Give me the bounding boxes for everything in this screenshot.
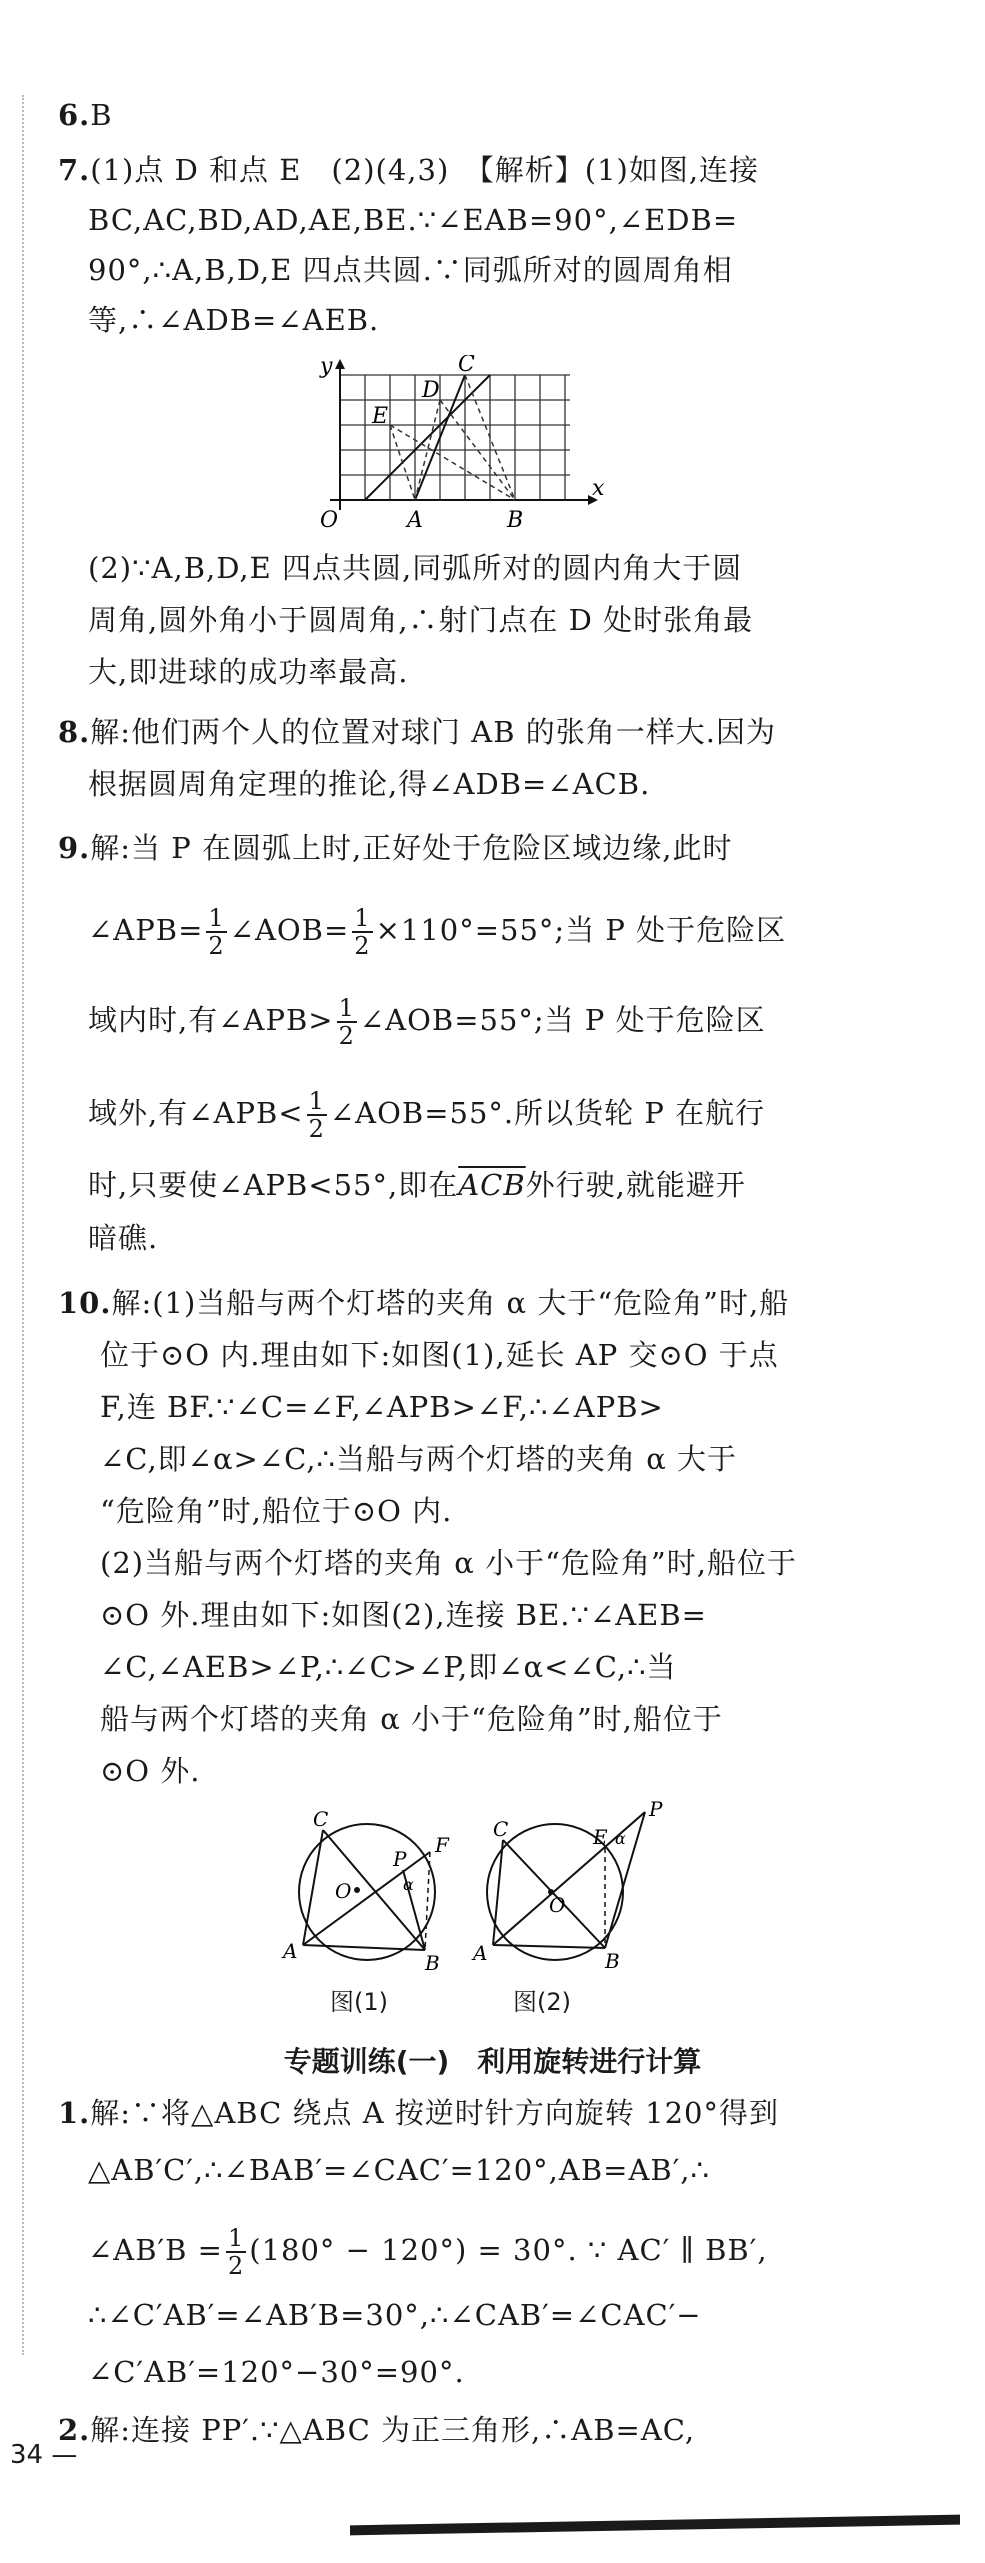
s1-fraction-half [226,2225,246,2279]
s1-line-1 [58,2093,779,2133]
q9-fraction-half-2 [352,905,372,959]
q6-number: 6. [58,98,91,132]
q10-text-1: 解:(1)当船与两个灯塔的夹角 α 大于“危险角”时,船 [111,1286,790,1320]
q9-text-3a: 域内时,有∠APB> [88,1003,334,1037]
q7-line-6: 周角,圆外角小于圆周角,∴射门点在 D 处时张角最 [88,603,754,637]
q9-text-2a: ∠APB= [88,913,204,947]
q9-fraction-half-4 [307,1088,327,1142]
q9-text-2b: ∠AOB= [229,913,350,947]
q9-text-3b: ∠AOB=55°;当 P 处于危险区 [359,1003,766,1037]
s2-number: 2. [58,2413,91,2447]
fraction-numerator: 1 [308,1087,325,1115]
s1-line-3 [88,2225,768,2279]
q7-line-7: 大,即进球的成功率最高. [88,655,409,689]
fig2-caption: 图(2) [513,1988,571,2016]
q7-line-1 [58,150,759,190]
q10-line-2: 位于⊙O 内.理由如下:如图(1),延长 AP 交⊙O 于点 [100,1338,779,1372]
q9-line-1 [58,828,732,868]
q7-line-5: (2)∵A,B,D,E 四点共圆,同弧所对的圆内角大于圆 [88,551,743,585]
q10-line-10: ⊙O 外. [100,1754,201,1788]
fraction-numerator: 1 [354,904,371,932]
q7-fig-y-label: y [320,355,333,379]
fig2-B-label: B [605,1949,620,1973]
margin-dotted-line [22,95,24,2355]
bottom-decorative-bar [350,2515,960,2536]
q10-figure-1 [275,1810,465,1980]
fig1-F-label: F [435,1833,449,1857]
s1-line-4: ∴∠C′AB′=∠AB′B=30°,∴∠CAB′=∠CAC′− [88,2298,702,2332]
q10-figure-2 [465,1800,675,1980]
q10-line-8: ∠C,∠AEB>∠P,∴∠C>∠P,即∠α<∠C,∴当 [100,1650,677,1684]
fig1-caption: 图(1) [330,1988,388,2016]
q9-fraction-half-3 [337,995,357,1049]
q7-fig-C-label: C [458,355,475,377]
q9-text-1: 解:当 P 在圆弧上时,正好处于危险区域边缘,此时 [90,831,733,865]
q9-line-6: 暗礁. [88,1221,159,1255]
q10-line-3: F,连 BF.∵∠C=∠F,∠APB>∠F,∴∠APB> [100,1390,664,1424]
q7-fig-x-label: x [592,476,605,501]
fraction-denominator: 2 [308,1115,325,1143]
fraction-numerator: 1 [208,904,225,932]
fig2-O-label: O [549,1893,566,1917]
fig2-alpha-label: α [615,1829,626,1848]
q9-line-3 [88,995,766,1049]
q7-fig-B-label: B [507,508,524,533]
q7-line-3: 90°,∴A,B,D,E 四点共圆.∵同弧所对的圆周角相 [88,253,733,287]
q9-fraction-half [206,905,226,959]
q6-line [58,95,113,135]
s2-line-1 [58,2410,695,2450]
fraction-denominator: 2 [208,932,225,960]
q10-line-9: 船与两个灯塔的夹角 α 小于“危险角”时,船位于 [100,1702,723,1736]
q8-line-1 [58,712,776,752]
section-title: 专题训练(一) 利用旋转进行计算 [283,2045,702,2078]
q9-text-5a: 时,只要使∠APB<55°,即在 [88,1168,459,1202]
fraction-denominator: 2 [338,1022,355,1050]
s2-text-1: 解:连接 PP′.∵△ABC 为正三角形,∴AB=AC, [90,2413,696,2447]
q9-line-2 [88,905,786,959]
s1-text-3a: ∠AB′B = [88,2233,223,2267]
q7-fig-O-label: O [320,508,339,533]
q10-line-6: (2)当船与两个灯塔的夹角 α 小于“危险角”时,船位于 [100,1546,797,1580]
q8-line-2: 根据圆周角定理的推论,得∠ADB=∠ACB. [88,767,651,801]
fig2-A-label: A [473,1941,488,1965]
fig1-A-label: A [283,1939,298,1963]
s1-text-1: 解:∵将△ABC 绕点 A 按逆时针方向旋转 120°得到 [90,2096,780,2130]
q7-text-1: (1)点 D 和点 E (2)(4,3) 【解析】(1)如图,连接 [90,153,760,187]
q9-line-5 [88,1165,746,1205]
q8-text-1: 解:他们两个人的位置对球门 AB 的张角一样大.因为 [90,715,776,749]
q7-number: 7. [58,153,91,187]
s1-line-2: △AB′C′,∴∠BAB′=∠CAC′=120°,AB=AB′,∴ [88,2153,710,2187]
fig1-P-label: P [393,1847,407,1871]
q7-fig-A-label: A [407,508,423,533]
q9-line-4 [88,1088,765,1142]
fig1-alpha-label: α [403,1875,414,1894]
q7-line-2: BC,AC,BD,AD,AE,BE.∵∠EAB=90°,∠EDB= [88,203,739,237]
fraction-denominator: 2 [227,2252,245,2280]
q9-text-5b: 外行驶,就能避开 [525,1168,746,1202]
fig1-B-label: B [425,1951,440,1975]
q10-line-1 [58,1283,789,1323]
q10-number: 10. [58,1286,112,1320]
fig2-C-label: C [493,1817,509,1841]
q10-line-7: ⊙O 外.理由如下:如图(2),连接 BE.∵∠AEB= [100,1598,707,1632]
q6-answer: B [90,98,113,132]
fraction-denominator: 2 [354,932,371,960]
s1-text-3b: (180° − 120°) = 30°. ∵ AC′ ∥ BB′, [249,2233,768,2267]
q8-number: 8. [58,715,91,749]
fig1-C-label: C [313,1810,329,1831]
q10-line-4: ∠C,即∠α>∠C,∴当船与两个灯塔的夹角 α 大于 [100,1442,737,1476]
page-number: 34 — [10,2440,78,2470]
q7-grid-figure [300,355,630,535]
fig1-O-label: O [335,1879,352,1903]
q9-number: 9. [58,831,91,865]
q9-text-4a: 域外,有∠APB< [88,1096,304,1130]
q7-fig-D-label: D [422,378,440,403]
q9-text-4b: ∠AOB=55°.所以货轮 P 在航行 [329,1096,766,1130]
q9-arc-ACB: $\overline{ACB}$ [458,1168,526,1202]
fraction-numerator: 1 [338,994,355,1022]
s1-line-5: ∠C′AB′=120°−30°=90°. [88,2355,465,2389]
q10-line-5: “危险角”时,船位于⊙O 内. [100,1494,453,1528]
fig2-E-label: E [593,1825,608,1849]
fraction-numerator: 1 [227,2224,245,2252]
fig2-P-label: P [649,1800,663,1821]
q7-line-4: 等,∴∠ADB=∠AEB. [88,303,380,337]
s1-number: 1. [58,2096,91,2130]
q7-fig-E-label: E [372,404,389,429]
q9-text-2c: ×110°=55°;当 P 处于危险区 [375,913,787,947]
